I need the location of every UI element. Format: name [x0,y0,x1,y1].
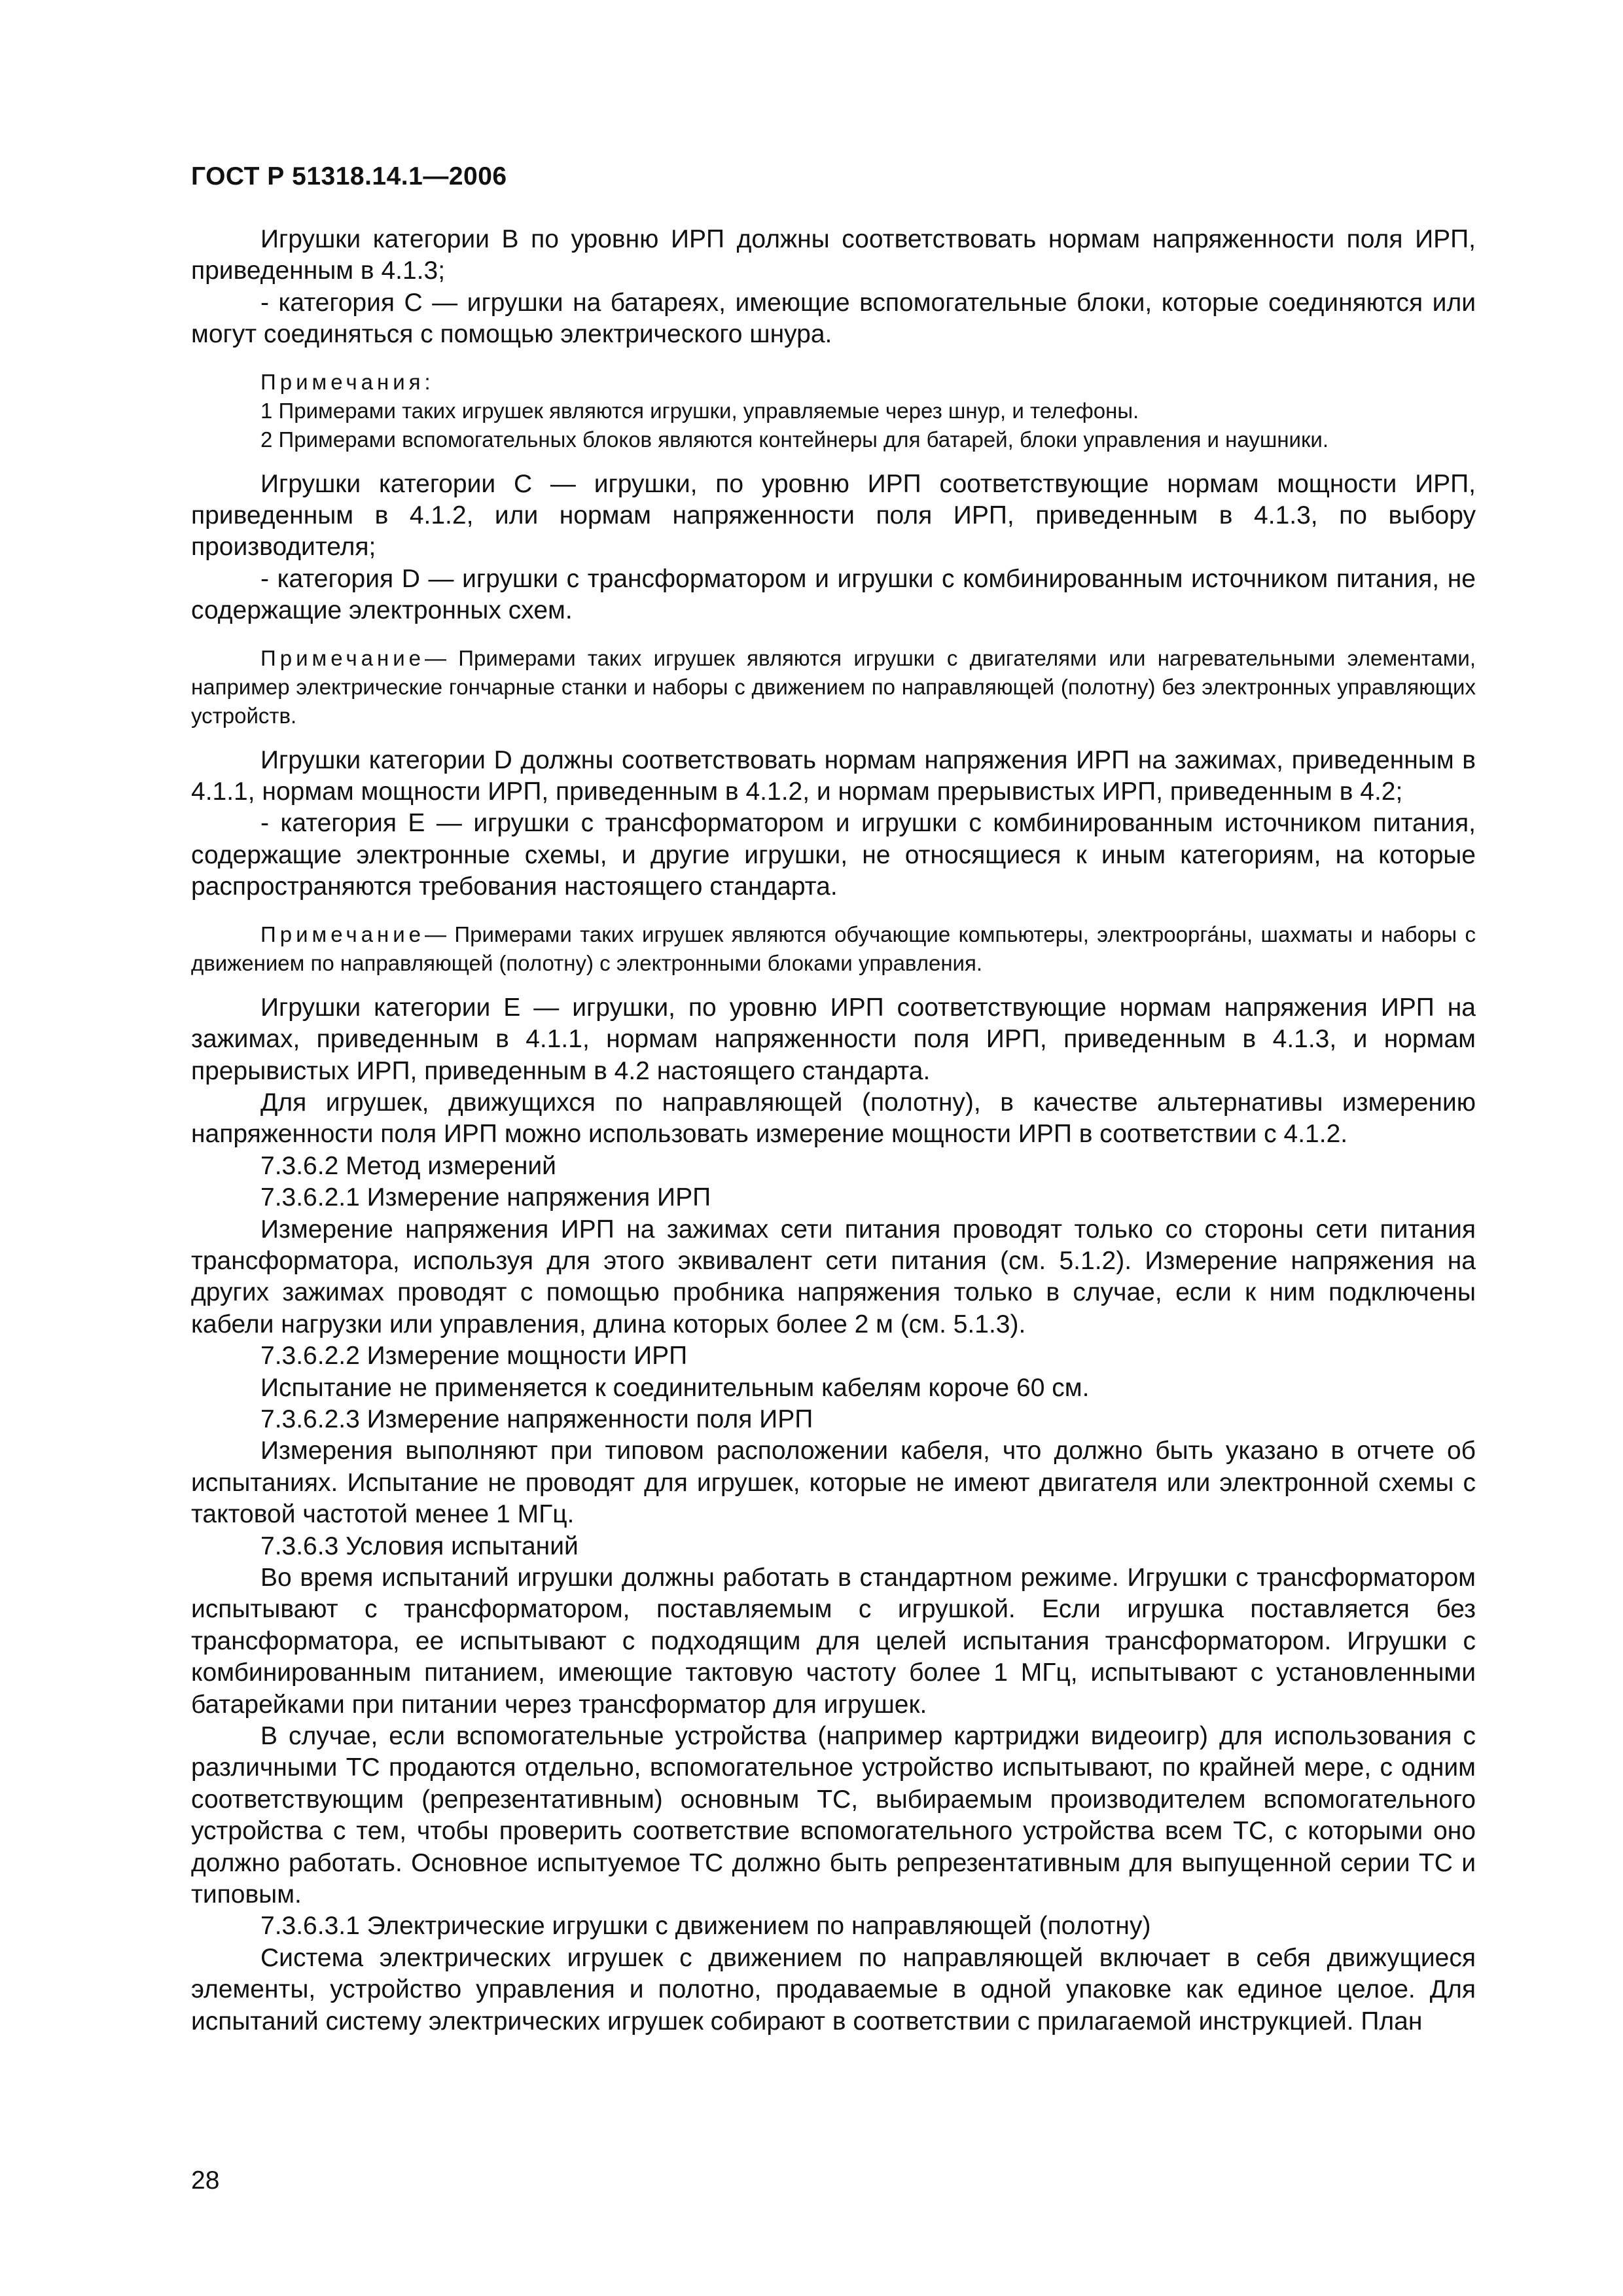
paragraph: Измерение напряжения ИРП на зажимах сети питания проводят только со стороны сети питания трансформатора, используя для этого эквивалент сети питания (см. 5.1.2). Измерение напряжения на других зажимах проводят с помощью пробника напряжения только в случае, если к ним подключены кабели нагрузки или управления, длина которых более 2 м (см. 5.1.3). [191,1215,1476,1338]
paragraph: В случае, если вспомогательные устройства (например картриджи видеоигр) для использования с различными ТС продаются отдельно, вспомогательное устройство испытывают, по крайней мере, с одним соответствующим (репрезентативным) основным ТС, выбираемым производителем вспомогательного устройства с тем, чтобы проверить соответствие вспомогательного устройства всем ТС, с которыми оно должно работать. Основное испытуемое ТС должно быть репрезентативным для выпущенной серии ТС и типовым. [191,1722,1476,1909]
section-heading: 7.3.6.3 Условия испытаний [260,1532,579,1560]
paragraph: Для игрушек, движущихся по направляющей (полотну), в качестве альтернативы измерению напряженности поля ИРП можно использовать измерение мощности ИРП в соответствии с 4.1.2. [191,1088,1476,1149]
section-heading: 7.3.6.3.1 Электрические игрушки с движением по направляющей (полотну) [260,1912,1151,1941]
document-header: ГОСТ Р 51318.14.1—2006 [191,162,507,190]
section-heading: 7.3.6.2 Метод измерений [260,1151,556,1180]
note-label: Примечание [260,645,425,670]
paragraph: Игрушки категории В по уровню ИРП должны соответствовать нормам напряженности поля ИРП, приведенным в 4.1.3; [191,225,1476,285]
note-text: — Примерами таких игрушек являются обучающие компьютеры, электроорга́ны, шахматы и наборы с движением по направляющей (полотну) с электронными блоками управления. [191,922,1476,975]
paragraph: Игрушки категории Е — игрушки, по уровню ИРП соответствующие нормам напряжения ИРП на зажимах, приведенным в 4.1.1, нормам напряженности поля ИРП, приведенным в 4.1.3, и нормам прерывистых ИРП, приведенным в 4.2 настоящего стандарта. [191,993,1476,1085]
paragraph: Во время испытаний игрушки должны работать в стандартном режиме. Игрушки с трансформатором испытывают с трансформатором, поставляемым с игрушкой. Если игрушка поставляется без трансформатора, ее испытывают с подходящим для целей испытания трансформатором. Игрушки с комбинированным питанием, имеющие тактовую частоту более 1 МГц, испытывают с установленными батарейками при питании через трансформатор для игрушек. [191,1564,1476,1719]
section-heading: 7.3.6.2.2 Измерение мощности ИРП [260,1342,688,1371]
note-label: Примечания: [260,369,435,394]
note-block [191,920,1476,978]
section-heading: 7.3.6.2.3 Измерение напряженности поля ИРП [260,1405,813,1433]
body-text [191,224,1476,2037]
note-item: 1 Примерами таких игрушек являются игрушки, управляемые через шнур, и телефоны. [260,398,1139,423]
paragraph: - категория Е — игрушки с трансформатором и игрушки с комбинированным источником питания, содержащие электронные схемы, и другие игрушки, не относящиеся к иным категориям, на которые распространяются требования настоящего стандарта. [191,809,1476,901]
note-item: 2 Примерами вспомогательных блоков являются контейнеры для батарей, блоки управления и наушники. [260,427,1329,452]
paragraph: Система электрических игрушек с движением по направляющей включает в себя движущиеся элементы, устройство управления и полотно, продаваемые в одной упаковке как единое целое. Для испытаний систему электрических игрушек собирают в соответствии с прилагаемой инструкцией. План [191,1943,1476,2036]
note-label: Примечание [260,922,425,946]
paragraph: - категория D — игрушки с трансформатором и игрушки с комбинированным источником питания, не содержащие электронных схем. [191,564,1476,625]
paragraph: Измерения выполняют при типовом расположении кабеля, что должно быть указано в отчете об испытаниях. Испытание не проводят для игрушек, которые не имеют двигателя или электронной схемы с тактовой частотой менее 1 МГц. [191,1437,1476,1529]
page-number: 28 [191,2166,220,2195]
note-block [191,644,1476,730]
paragraph: Игрушки категории D должны соответствовать нормам напряжения ИРП на зажимах, приведенным в 4.1.1, нормам мощности ИРП, приведенным в 4.1.2, и нормам прерывистых ИРП, приведенным в 4.2; [191,745,1476,806]
note-text: — Примерами таких игрушек являются игрушки с двигателями или нагревательными элементами, например электрические гончарные станки и наборы с движением по направляющей (полотну) без электронных управляющих устройств. [191,645,1476,728]
note-block [191,368,1476,454]
paragraph: Игрушки категории С — игрушки, по уровню ИРП соответствующие нормам мощности ИРП, приведенным в 4.1.2, или нормам напряженности поля ИРП, приведенным в 4.1.3, по выбору производителя; [191,469,1476,562]
note-paragraph [191,920,1476,978]
note-paragraph [191,644,1476,730]
paragraph: Испытание не применяется к соединительным кабелям короче 60 см. [260,1373,1090,1402]
paragraph: - категория С — игрушки на батареях, имеющие вспомогательные блоки, которые соединяются или могут соединяться с помощью электрического шнура. [191,288,1476,349]
section-heading: 7.3.6.2.1 Измерение напряжения ИРП [260,1183,711,1212]
